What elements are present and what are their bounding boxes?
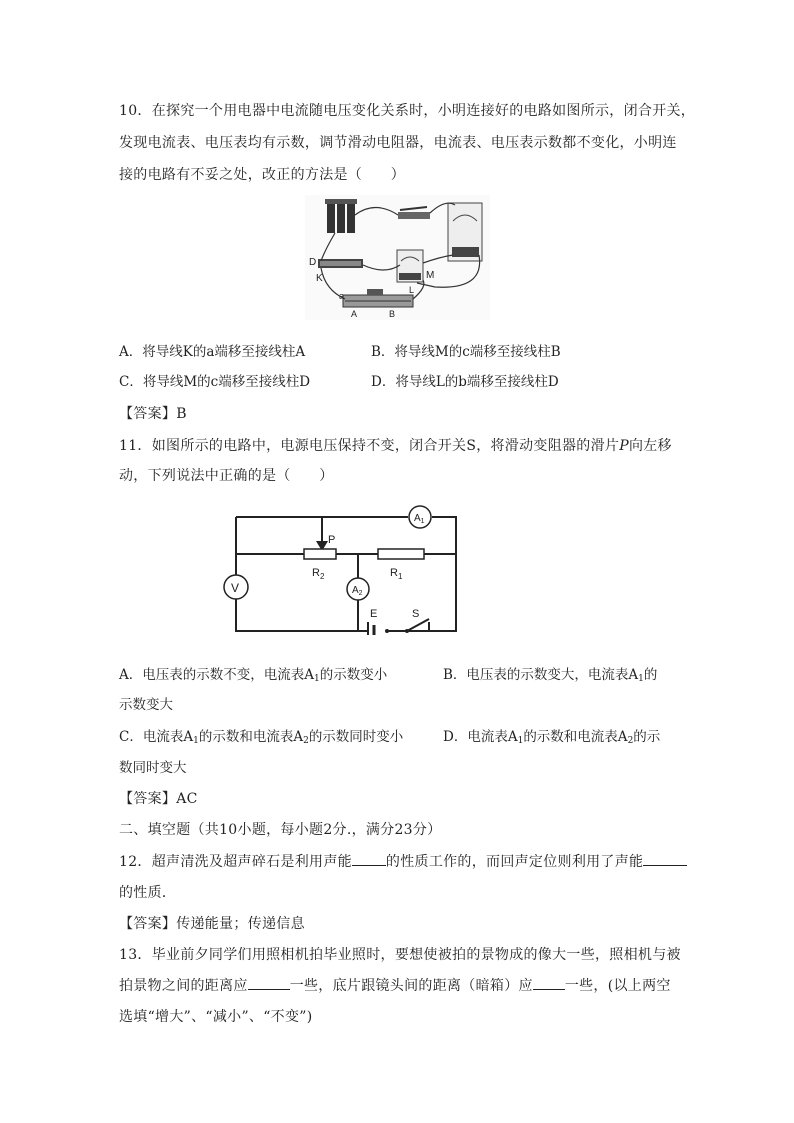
q13-line-2 [119, 976, 671, 996]
q11-option-b-sub: 1 [638, 674, 644, 684]
label-d: D [309, 257, 317, 268]
q10-option-c: C．将导线M的c端移至接线柱D [119, 374, 311, 390]
q11-option-b [443, 665, 657, 685]
q12-mid: 的性质工作的，而回声定位则利用了声能 [385, 854, 644, 870]
q11-option-b-cont: 示数变大 [119, 697, 173, 713]
q11-option-c [119, 727, 403, 747]
q11-line-2: 动，下列说法中正确的是（ ） [119, 468, 334, 484]
q13-line-3: 选填“增大”、“减小”、“不变”) [119, 1009, 313, 1025]
switch-s [407, 619, 429, 631]
section-2-title: 二、填空题（共10小题，每小题2分.，满分23分） [119, 822, 442, 838]
q11-option-d-mid: 的示数和电流表A [523, 729, 628, 745]
q11-option-c-mid: 的示数和电流表A [198, 729, 304, 745]
v-label: V [231, 581, 240, 595]
svg-text:R1 [390, 567, 403, 581]
svg-text:R2 [312, 567, 325, 581]
label-a: A [351, 309, 358, 319]
q12-line-2: 的性质． [119, 885, 177, 901]
q10-line-3: 接的电路有不妥之处，改正的方法是（ ） [119, 167, 405, 183]
q11-line-1-text: 11．如图所示的电路中，电源电压保持不变，闭合开关S，将滑动变阻器的滑片 [119, 438, 620, 454]
e-label: E [370, 608, 378, 620]
q11-option-a-post: 的示数变小 [319, 667, 388, 683]
a1-label-sub: 1 [420, 518, 425, 525]
q11-option-c-sub2: 2 [303, 736, 309, 746]
switch-body [398, 212, 430, 219]
resistor-r1 [378, 549, 424, 559]
q13-line-2-pre: 拍景物之间的距离应 [119, 978, 248, 994]
battery-pack [325, 199, 357, 233]
r1-label: R [390, 567, 398, 579]
a2-label: A [352, 585, 359, 596]
p-label: P [328, 534, 336, 546]
q11-answer: 【答案】AC [119, 791, 198, 807]
q12-blank-2[interactable] [643, 852, 687, 866]
a2-label-sub: 2 [358, 590, 363, 597]
q10-line-2: 发现电流表、电压表均有示数，调节滑动电阻器，电流表、电压表示数都不变化，小明连 [119, 135, 677, 151]
q11-option-d-pre: D．电流表A [443, 729, 518, 745]
q11-option-b-pre: B．电压表的示数变大，电流表A [443, 667, 639, 683]
q11-option-a-pre: A．电压表的示数不变，电流表A [119, 667, 314, 683]
q12-blank-1[interactable] [352, 852, 386, 866]
q10-circuit-photo [305, 195, 490, 320]
q11-option-a-sub: 1 [314, 674, 320, 684]
q13-blank-1[interactable] [248, 976, 290, 990]
resistor-r2 [304, 549, 336, 559]
r2-label: R [312, 567, 320, 579]
q13-line-1: 13．毕业前夕同学们用照相机拍毕业照时，要想使被拍的景物成的像大一些，照相机与被 [119, 947, 681, 963]
q11-line-1 [119, 436, 672, 456]
s-label: S [412, 608, 420, 620]
label-m: M [426, 270, 435, 281]
q12-pre: 12．超声清洗及超声碎石是利用声能 [119, 854, 352, 870]
q11-line-1-tail: 向左移 [628, 438, 672, 454]
q13-blank-2[interactable] [533, 976, 565, 990]
q11-option-d-sub2: 2 [627, 736, 634, 746]
q10-option-b: B．将导线M的c端移至接线柱B [371, 344, 561, 360]
q11-option-c-pre: C．电流表A [119, 729, 194, 745]
q11-circuit-diagram [222, 505, 462, 635]
q11-option-b-post: 的 [643, 667, 658, 683]
label-k: K [316, 273, 323, 284]
q10-option-d: D．将导线L的b端移至接线柱D [371, 374, 559, 390]
q13-line-2-post: 一些，(以上两空 [564, 978, 671, 994]
q11-option-d-post: 的示 [633, 729, 661, 745]
q11-option-d-sub1: 1 [517, 736, 524, 746]
r1-label-sub: 1 [397, 572, 403, 581]
q12-line-1 [119, 852, 687, 872]
a1-label: A [414, 513, 421, 524]
q11-option-c-post: 的示数同时变小 [308, 729, 404, 745]
label-a-small: a [339, 291, 345, 301]
r2-label-sub: 2 [319, 572, 325, 581]
q11-option-c-sub1: 1 [193, 736, 199, 746]
q12-answer: 【答案】传递能量；传递信息 [119, 916, 305, 932]
q10-answer: 【答案】B [119, 406, 187, 422]
q10-option-a: A．将导线K的a端移至接线柱A [119, 344, 306, 360]
q11-option-d-cont: 数同时变大 [119, 760, 187, 776]
q11-option-a [119, 665, 387, 685]
q13-line-2-mid: 一些，底片跟镜头间的距离（暗箱）应 [289, 978, 533, 994]
q11-option-d [443, 727, 660, 747]
q10-line-1: 10．在探究一个用电器中电流随电压变化关系时，小明连接好的电路如图所示，闭合开关， [119, 103, 696, 119]
label-b: B [389, 309, 396, 319]
q11-slider-p: P [619, 438, 629, 454]
label-l: L [409, 285, 415, 295]
